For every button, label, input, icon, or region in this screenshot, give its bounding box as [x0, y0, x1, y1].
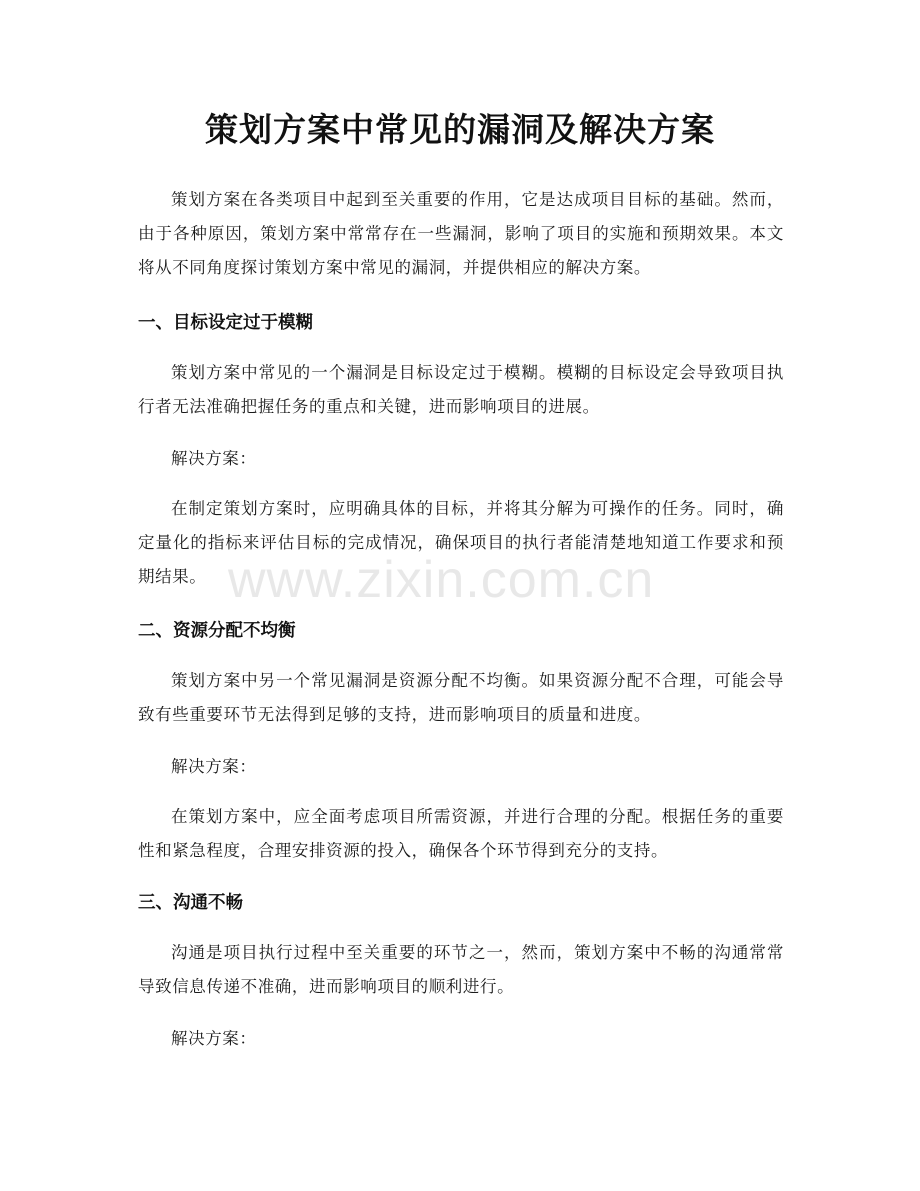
section-2-problem: 策划方案中另一个常见漏洞是资源分配不均衡。如果资源分配不合理，可能会导致有些重要环节无法得到足够的支持，进而影响项目的质量和进度。 — [138, 671, 784, 724]
section-3-solution-label: 解决方案： — [171, 1029, 257, 1048]
watermark: www.zixin.com.cn — [228, 551, 655, 609]
section-1-problem: 策划方案中常见的一个漏洞是目标设定过于模糊。模糊的目标设定会导致项目执行者无法准确把握任务的重点和关键，进而影响项目的进展。 — [138, 363, 784, 416]
page-title: 策划方案中常见的漏洞及解决方案 — [205, 110, 715, 149]
section-2-solution-label: 解决方案： — [171, 757, 257, 776]
intro-paragraph: 策划方案在各类项目中起到至关重要的作用，它是达成项目目标的基础。然而，由于各种原因，策划方案中常常存在一些漏洞，影响了项目的实施和预期效果。本文将从不同角度探讨策划方案中常见的漏洞，并提供相应的解决方案。 — [138, 190, 784, 277]
section-2-solution: 在策划方案中，应全面考虑项目所需资源，并进行合理的分配。根据任务的重要性和紧急程度，合理安排资源的投入，确保各个环节得到充分的支持。 — [138, 807, 784, 860]
section-2-heading: 二、资源分配不均衡 — [138, 621, 296, 641]
section-3-heading: 三、沟通不畅 — [138, 893, 243, 913]
section-1-solution-label: 解决方案： — [171, 449, 257, 468]
section-1-heading: 一、目标设定过于模糊 — [138, 313, 313, 333]
section-1-solution: 在制定策划方案时，应明确具体的目标，并将其分解为可操作的任务。同时，确定量化的指标来评估目标的完成情况，确保项目的执行者能清楚地知道工作要求和预期结果。 — [138, 499, 784, 586]
section-3-problem: 沟通是项目执行过程中至关重要的环节之一，然而，策划方案中不畅的沟通常常导致信息传递不准确，进而影响项目的顺利进行。 — [138, 943, 784, 996]
